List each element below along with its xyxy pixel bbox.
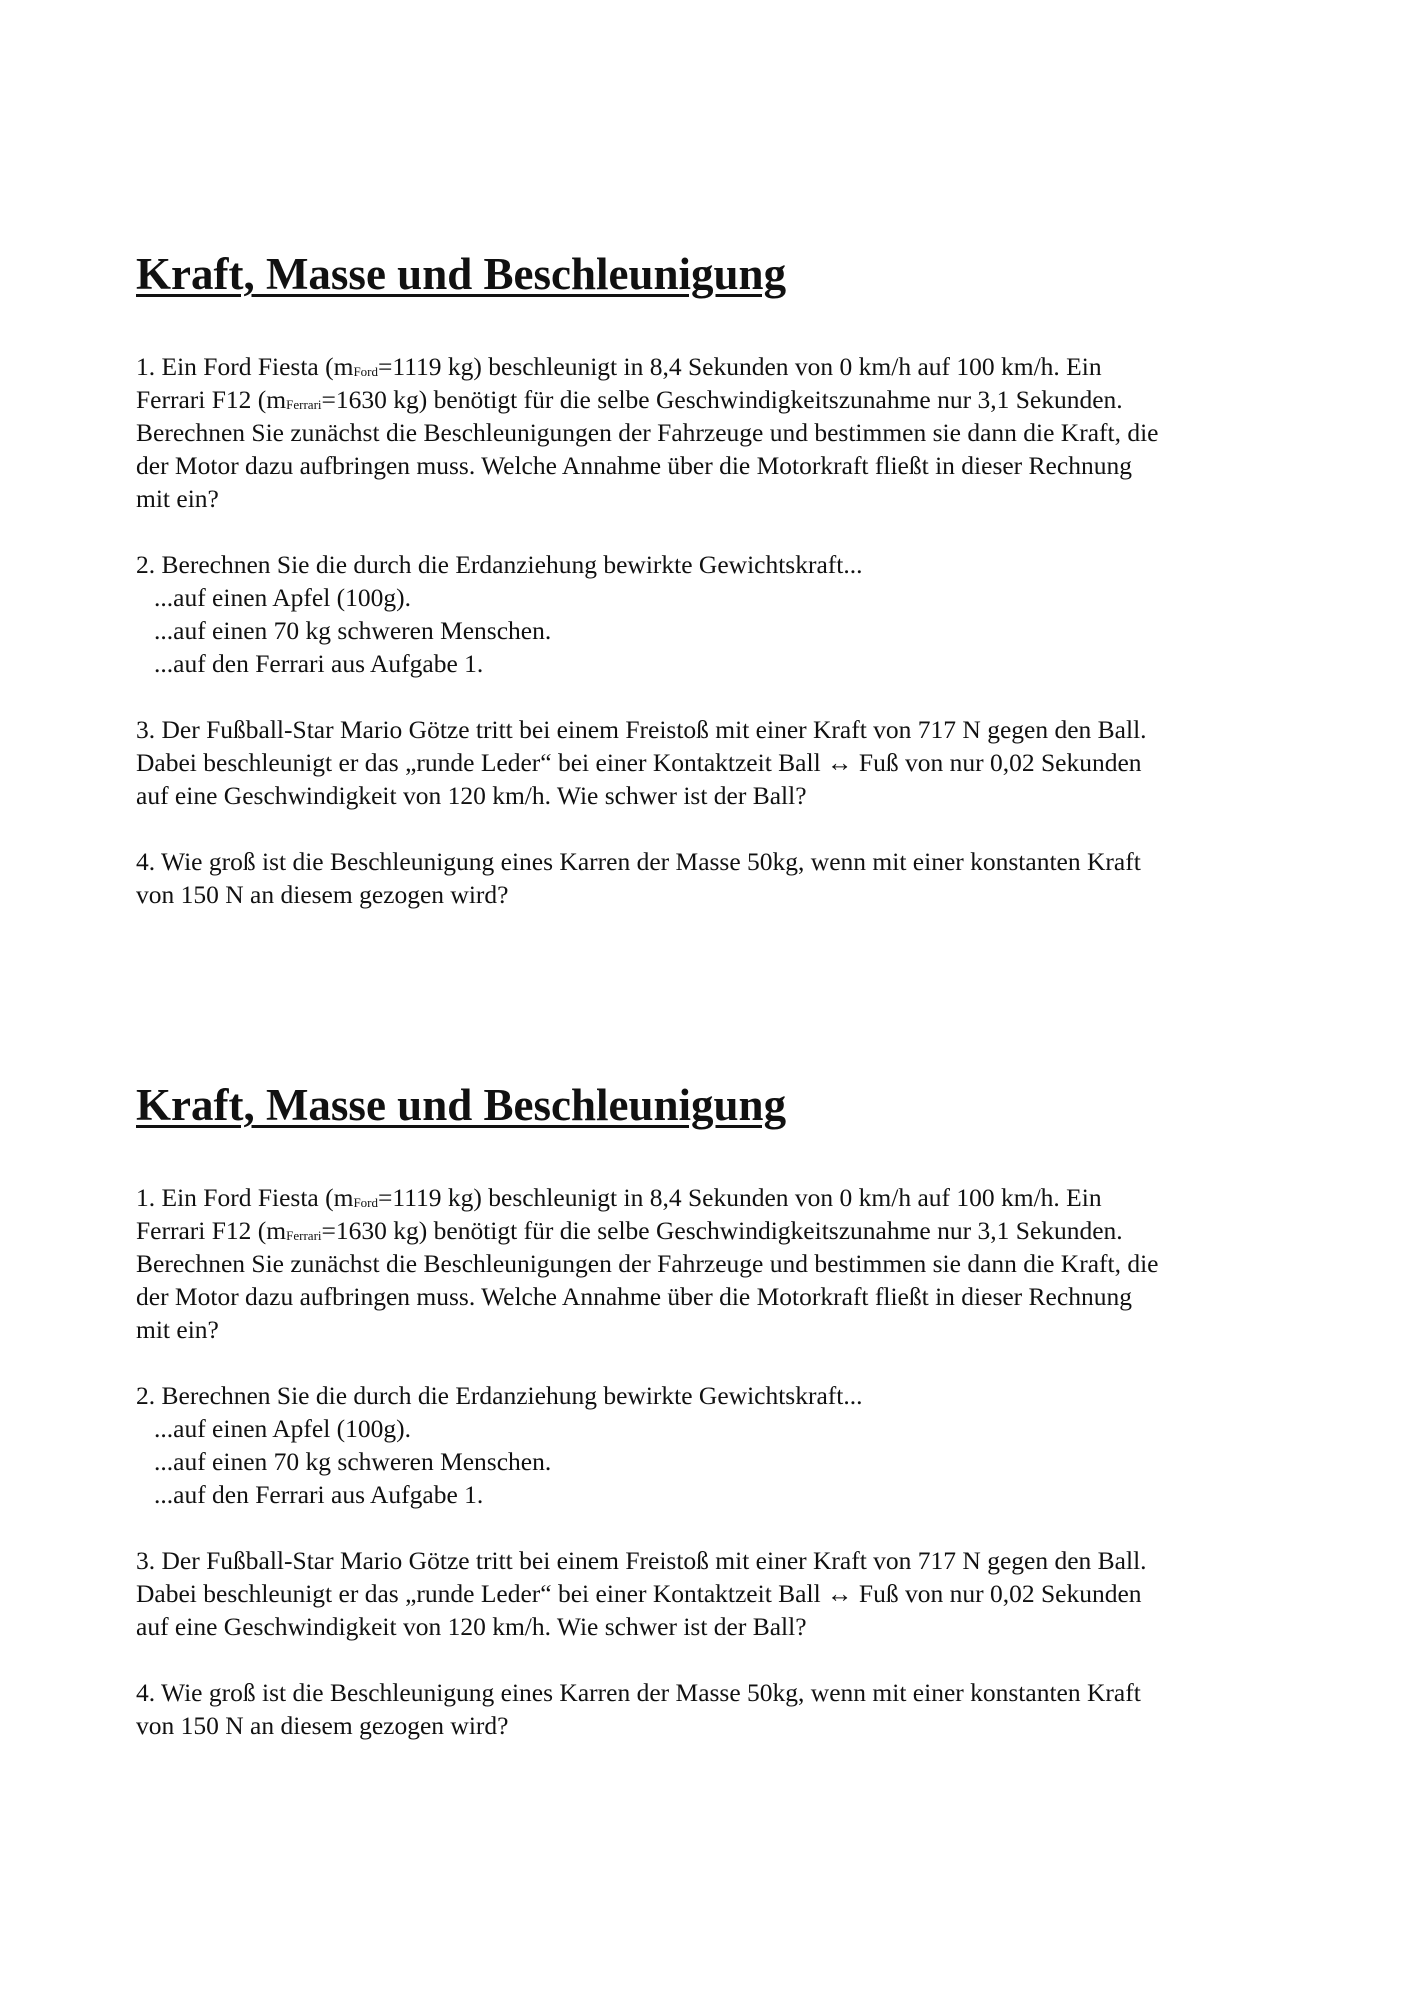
task-subitem: ...auf einen Apfel (100g). bbox=[154, 583, 412, 612]
task-text: 1. Ein Ford Fiesta (m bbox=[136, 352, 354, 381]
task-line bbox=[136, 350, 1296, 383]
task-2 bbox=[136, 1379, 1296, 1511]
task-line: 4. Wie groß ist die Beschleunigung eines Karren der Masse 50kg, wenn mit einer konstanten Kraft bbox=[136, 847, 1141, 876]
worksheet-bottom bbox=[136, 1077, 1296, 1742]
task-line: mit ein? bbox=[136, 1315, 219, 1344]
task-line: 3. Der Fußball-Star Mario Götze tritt bei einem Freistoß mit einer Kraft von 717 N gegen den Ball. bbox=[136, 1546, 1147, 1575]
worksheet-title: Kraft, Masse und Beschleunigung bbox=[136, 1080, 787, 1130]
task-subitem: ...auf den Ferrari aus Aufgabe 1. bbox=[154, 649, 484, 678]
task-line: der Motor dazu aufbringen muss. Welche Annahme über die Motorkraft fließt in dieser Rechnung bbox=[136, 451, 1132, 480]
worksheet-title: Kraft, Masse und Beschleunigung bbox=[136, 249, 787, 299]
task-text: 1. Ein Ford Fiesta (m bbox=[136, 1183, 354, 1212]
task-subitem: ...auf den Ferrari aus Aufgabe 1. bbox=[154, 1480, 484, 1509]
task-line: Berechnen Sie zunächst die Beschleunigungen der Fahrzeuge und bestimmen sie dann die Kraft, die bbox=[136, 1249, 1159, 1278]
task-1 bbox=[136, 1181, 1296, 1346]
task-line: Dabei beschleunigt er das „runde Leder“ bei einer Kontaktzeit Ball ↔ Fuß von nur 0,02 Sekunden bbox=[136, 748, 1142, 777]
task-line bbox=[136, 383, 1296, 416]
task-line: von 150 N an diesem gezogen wird? bbox=[136, 880, 509, 909]
mass-subscript: Ford bbox=[353, 1195, 379, 1210]
task-3 bbox=[136, 1544, 1296, 1643]
task-text: Ferrari F12 (m bbox=[136, 385, 287, 414]
task-subitem: ...auf einen 70 kg schweren Menschen. bbox=[154, 616, 552, 645]
task-line: 2. Berechnen Sie die durch die Erdanziehung bewirkte Gewichtskraft... bbox=[136, 550, 863, 579]
task-line: 2. Berechnen Sie die durch die Erdanziehung bewirkte Gewichtskraft... bbox=[136, 1381, 863, 1410]
task-line: mit ein? bbox=[136, 484, 219, 513]
task-text: =1630 kg) benötigt für die selbe Geschwindigkeitszunahme nur 3,1 Sekunden. bbox=[321, 385, 1123, 414]
task-subitem: ...auf einen 70 kg schweren Menschen. bbox=[154, 1447, 552, 1476]
task-text: =1630 kg) benötigt für die selbe Geschwindigkeitszunahme nur 3,1 Sekunden. bbox=[321, 1216, 1123, 1245]
task-line: auf eine Geschwindigkeit von 120 km/h. Wie schwer ist der Ball? bbox=[136, 1612, 807, 1641]
task-line: der Motor dazu aufbringen muss. Welche Annahme über die Motorkraft fließt in dieser Rechnung bbox=[136, 1282, 1132, 1311]
task-subitem: ...auf einen Apfel (100g). bbox=[154, 1414, 412, 1443]
task-4 bbox=[136, 845, 1296, 911]
task-line bbox=[136, 1181, 1296, 1214]
task-line: auf eine Geschwindigkeit von 120 km/h. Wie schwer ist der Ball? bbox=[136, 781, 807, 810]
task-line: Dabei beschleunigt er das „runde Leder“ bei einer Kontaktzeit Ball ↔ Fuß von nur 0,02 Sekunden bbox=[136, 1579, 1142, 1608]
task-text: =1119 kg) beschleunigt in 8,4 Sekunden von 0 km/h auf 100 km/h. Ein bbox=[378, 1183, 1102, 1212]
task-text: =1119 kg) beschleunigt in 8,4 Sekunden von 0 km/h auf 100 km/h. Ein bbox=[378, 352, 1102, 381]
task-1 bbox=[136, 350, 1296, 515]
task-2 bbox=[136, 548, 1296, 680]
mass-subscript: Ferrari bbox=[286, 397, 322, 412]
task-4 bbox=[136, 1676, 1296, 1742]
task-line: 4. Wie groß ist die Beschleunigung eines Karren der Masse 50kg, wenn mit einer konstanten Kraft bbox=[136, 1678, 1141, 1707]
task-line bbox=[136, 1214, 1296, 1247]
task-line: Berechnen Sie zunächst die Beschleunigungen der Fahrzeuge und bestimmen sie dann die Kraft, die bbox=[136, 418, 1159, 447]
worksheet-top bbox=[136, 246, 1296, 911]
mass-subscript: Ford bbox=[353, 364, 379, 379]
task-3 bbox=[136, 713, 1296, 812]
task-line: 3. Der Fußball-Star Mario Götze tritt bei einem Freistoß mit einer Kraft von 717 N gegen den Ball. bbox=[136, 715, 1147, 744]
mass-subscript: Ferrari bbox=[286, 1228, 322, 1243]
task-text: Ferrari F12 (m bbox=[136, 1216, 287, 1245]
task-line: von 150 N an diesem gezogen wird? bbox=[136, 1711, 509, 1740]
